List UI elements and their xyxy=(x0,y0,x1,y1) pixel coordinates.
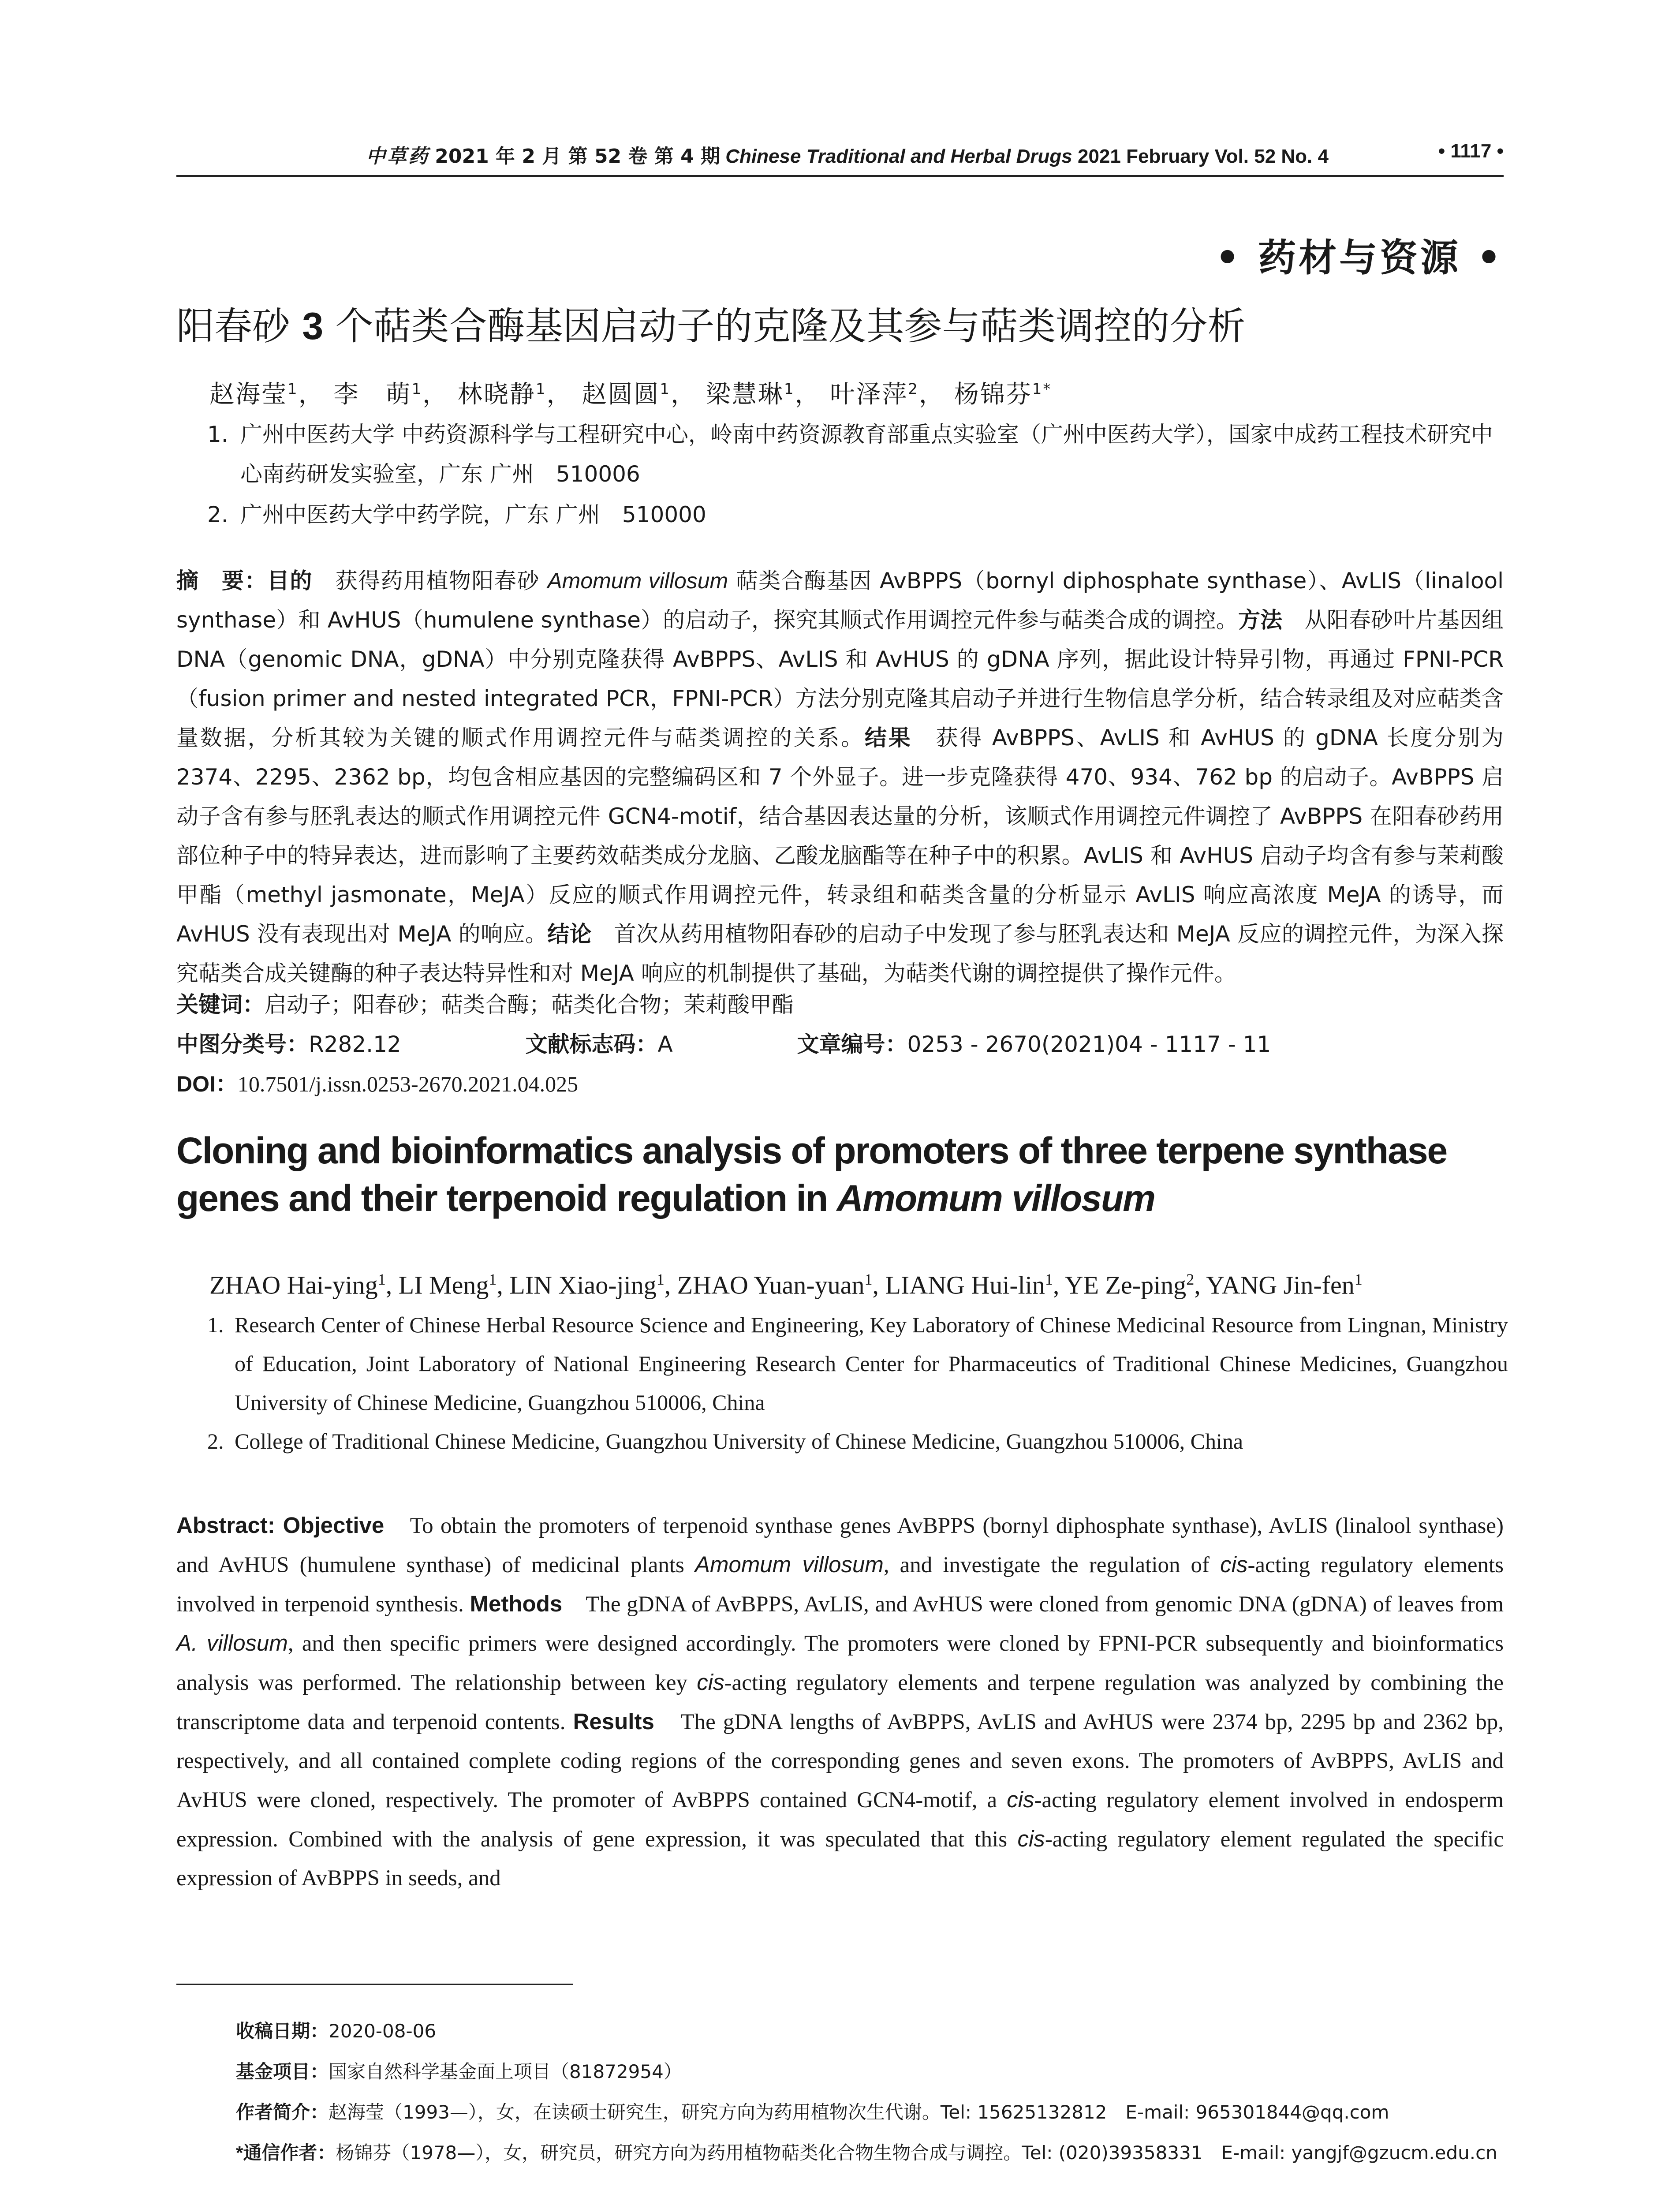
author-en-sup: 1 xyxy=(1354,1271,1363,1288)
author-cn: 梁慧琳 xyxy=(706,380,784,409)
results-en-label: Results xyxy=(573,1709,654,1734)
affiliation-en-1 xyxy=(207,1305,1508,1422)
clc-value: R282.12 xyxy=(309,1031,401,1057)
author-cn: 林晓静 xyxy=(457,380,536,409)
title-cn xyxy=(176,295,1246,350)
authors-cn: 赵海莹$^1$， 李 萌$^1$， 林晓静$^1$， 赵圆圆$^1$， 梁慧琳$^1$， 叶泽萍$^2$， 杨锦芬$^{1*}$ xyxy=(209,380,1052,409)
affiliation-number: 1. xyxy=(207,1312,224,1337)
species-short: A. villosum xyxy=(176,1630,288,1656)
author-en-sup: 1 xyxy=(1045,1271,1053,1288)
title-cn-post: 个萜类合酶基因启动子的克隆及其参与萜类调控的分析 xyxy=(335,304,1246,348)
article-number-value: 0253 - 2670(2021)04 - 1117 - 11 xyxy=(907,1031,1271,1057)
objective-label: 目的 xyxy=(267,568,313,593)
clc-label: 中图分类号： xyxy=(176,1032,309,1057)
methods-label: 方法 xyxy=(1238,608,1283,632)
footnote-text: 国家自然科学基金面上项目（81872954） xyxy=(329,2061,682,2082)
conclusion-label: 结论 xyxy=(547,922,592,946)
methods-en-label: Methods xyxy=(470,1591,563,1616)
abstract-cn xyxy=(176,561,1504,993)
author-en: LI Meng xyxy=(398,1271,489,1300)
species-name: Amomum villosum xyxy=(694,1552,884,1577)
results-en-text: The gDNA lengths of AvBPPS, AvLIS and AvHUS were 2374 bp, 2295 bp and 2362 bp, respectively, and all contained complete coding regions of the corresponding genes and seven exons. The promoters of AvBPPS, AvLIS and AvHUS were cloned, respectively. The promoter of AvBPPS contained GCN4-motif, a xyxy=(176,1710,1504,1813)
cis-term: cis xyxy=(1017,1826,1045,1851)
author-cn-sup: 1 xyxy=(784,380,795,398)
classification-line xyxy=(176,1027,1271,1058)
footnote-label: 作者简介： xyxy=(236,2102,329,2123)
title-cn-pre: 阳春砂 xyxy=(176,304,290,348)
conclusion-text: 首次从药用植物阳春砂的启动子中发现了参与胚乳表达和 MeJA 反应的调控元件，为深入探究萜类合成关键酶的种子表达特异性和对 MeJA 响应的机制提供了基础，为萜类代谢的调控提供了操作元件。 xyxy=(176,921,1504,986)
affiliation-text: 广州中医药大学 中药资源科学与工程研究中心，岭南中药资源教育部重点实验室（广州中医药大学），国家中成药工程技术研究中心南药研发实验室，广东 广州 510006 xyxy=(240,422,1493,487)
journal-logo: 中草药 xyxy=(366,145,429,168)
journal-issue-line xyxy=(366,140,1329,168)
results-en-text-2: -acting regulatory element involved in endosperm expression. Combined with the analysis of gene expression, it was speculated that this xyxy=(176,1788,1504,1852)
objective-en-text-2: , and investigate the regulation of xyxy=(883,1553,1221,1577)
methods-en-text: The gDNA of AvBPPS, AvLIS, and AvHUS were cloned from genomic DNA (gDNA) of leaves from xyxy=(586,1592,1504,1617)
author-en: LIANG Hui-lin xyxy=(885,1271,1045,1300)
running-header xyxy=(176,140,1504,176)
objective-en-text: To obtain the promoters of terpenoid synthase genes AvBPPS (bornyl diphosphate synthase), AvLIS (linalool synthase) and AvHUS (humulene synthase) of medicinal plants xyxy=(176,1514,1504,1577)
objective-text: 获得药用植物阳春砂 xyxy=(335,568,548,594)
keywords-text: 启动子；阳春砂；萜类合酶；萜类化合物；茉莉酸甲酯 xyxy=(265,992,794,1017)
footnote-text: 杨锦芬（1978—），女，研究员，研究方向为药用植物萜类化合物生物合成与调控。Tel: (020)39358331 E-mail: yangjf@gzucm.edu.cn xyxy=(336,2142,1497,2164)
footnote-received xyxy=(236,2011,1510,2052)
affiliation-cn-2 xyxy=(207,495,1508,534)
abstract-en xyxy=(176,1506,1504,1898)
methods-en-text-2: , and then specific primers were designed accordingly. The promoters were cloned by FPNI-PCR subsequently and bioinformatics analysis was performed. The relationship between key xyxy=(176,1631,1504,1695)
author-en-sup: 1 xyxy=(864,1271,873,1288)
authors-en: ZHAO Hai-ying$^1$, LI Meng$^1$, LIN Xiao-jing$^1$, ZHAO Yuan-yuan$^1$, LIANG Hui-lin$^1$, YE Ze-ping$^2$, YANG Jin-fen$^1$ xyxy=(209,1271,1363,1300)
affiliation-text: Research Center of Chinese Herbal Resource Science and Engineering, Key Laboratory of Chinese Medicinal Resource from Lingnan, Ministry of Education, Joint Laboratory of National Engineering Research Center for Pharmaceutics of Traditional Chinese Medicines, Guangzhou University of Chinese Medicine, Guangzhou 510006, China xyxy=(235,1312,1508,1415)
results-text: 获得 AvBPPS、AvLIS 和 AvHUS 的 gDNA 长度分别为 2374、2295、2362 bp，均包含相应基因的完整编码区和 7 个外显子。进一步克隆获得 470、934、762 bp 的启动子。AvBPPS 启动子含有参与胚乳表达的顺式作用调控元件 GCN4-motif，结合基因表达量的分析，该顺式作用调控元件调控了 AvBPPS 在阳春砂药用部位种子中的特异表达，进而影响了主要药效萜类成分龙脑、乙酸龙脑酯等在种子中的积累。AvLIS 和 AvHUS 启动子均含有参与茉莉酸甲酯（methyl jasmonate，MeJA）反应的顺式作用调控元件，转录组和萜类含量的分析显示 AvLIS 响应高浓度 MeJA 的诱导，而 AvHUS 没有表现出对 MeJA 的响应。 xyxy=(176,725,1504,947)
affiliation-text: College of Traditional Chinese Medicine, Guangzhou University of Chinese Medicine, Guangzhou 510006, China xyxy=(235,1429,1243,1454)
author-cn-sup: 2 xyxy=(908,380,919,398)
footnote-funding xyxy=(236,2052,1510,2092)
footnote-label: *通信作者： xyxy=(236,2142,336,2163)
author-cn-sup: 1 xyxy=(411,380,423,398)
page-number: • 1117 • xyxy=(1438,140,1504,162)
doc-code-label: 文献标志码： xyxy=(525,1032,658,1057)
results-label: 结果 xyxy=(864,725,912,750)
cis-term: cis xyxy=(1220,1552,1248,1577)
author-en-sup: 1 xyxy=(489,1271,497,1288)
author-en: YE Ze-ping xyxy=(1064,1271,1187,1300)
species-name: Amomum villosum xyxy=(547,568,728,593)
doc-code-value: A xyxy=(657,1031,673,1057)
footnote-author-bio xyxy=(236,2092,1510,2133)
header-rule xyxy=(176,175,1504,177)
author-cn-sup: 1 xyxy=(660,380,671,398)
keywords-line xyxy=(176,987,794,1019)
author-cn-sup: 1 xyxy=(287,380,299,398)
author-en: YANG Jin-fen xyxy=(1206,1271,1355,1300)
footnote-text: 2020-08-06 xyxy=(329,2020,437,2042)
keywords-label: 关键词： xyxy=(176,992,265,1017)
affiliation-en-2 xyxy=(207,1422,1508,1461)
affiliation-number: 2. xyxy=(207,1429,224,1454)
abstract-en-label: Abstract: Objective xyxy=(176,1513,385,1538)
footnotes xyxy=(236,2011,1510,2173)
cis-term: cis xyxy=(1007,1787,1034,1812)
article-number-label: 文章编号： xyxy=(797,1032,907,1057)
cis-term: cis xyxy=(697,1670,724,1695)
author-cn: 杨锦芬 xyxy=(954,380,1032,409)
results-en-text-3: -acting regulatory element regulated the specific expression of AvBPPS in seeds, and xyxy=(176,1827,1504,1891)
author-cn: 李 萌 xyxy=(333,380,412,409)
footnote-corresponding xyxy=(236,2133,1510,2173)
affiliation-number: 2. xyxy=(207,502,228,527)
doi-label: DOI： xyxy=(176,1072,238,1096)
footnote-label: 基金项目： xyxy=(236,2061,329,2082)
journal-name-en: Chinese Traditional and Herbal Drugs xyxy=(725,146,1072,167)
affiliation-text: 广州中医药大学中药学院，广东 广州 510000 xyxy=(240,502,706,527)
issue-cn: 2021 年 2 月 第 52 卷 第 4 期 xyxy=(435,145,721,168)
doi-value: 10.7501/j.issn.0253-2670.2021.04.025 xyxy=(237,1072,579,1096)
objective-text-2: 萜类合酶基因 AvBPPS（bornyl diphosphate synthase）、AvLIS（linalool synthase）和 AvHUS（humulene synthase）的启动子，探究其顺式作用调控元件参与萜类合成的调控。 xyxy=(176,568,1504,633)
doi-line xyxy=(176,1066,578,1098)
title-cn-num: 3 xyxy=(302,305,324,348)
abstract-label: 摘 要： xyxy=(176,568,267,593)
author-cn-sup: 1 xyxy=(535,380,547,398)
title-en xyxy=(176,1127,1504,1222)
author-en: ZHAO Yuan-yuan xyxy=(677,1271,865,1300)
author-en: ZHAO Hai-ying xyxy=(209,1271,378,1300)
methods-en-text-3: -acting regulatory elements and terpene regulation was analyzed by combining the transcriptome data and terpenoid contents. xyxy=(176,1671,1504,1734)
author-en: LIN Xiao-jing xyxy=(509,1271,657,1300)
author-cn: 赵海莹 xyxy=(209,380,287,409)
footnote-text: 赵海莹（1993—），女，在读硕士研究生，研究方向为药用植物次生代谢。Tel: 15625132812 E-mail: 965301844@qq.com xyxy=(329,2101,1389,2123)
title-en-species: Amomum villosum xyxy=(836,1177,1155,1219)
section-tag: • 药材与资源 • xyxy=(1215,236,1504,280)
objective-en-text-3: -acting regulatory elements involved in terpenoid synthesis. xyxy=(176,1553,1504,1617)
title-en-main: Cloning and bioinformatics analysis of promoters of three terpene synthase genes and their terpenoid regulation in xyxy=(176,1130,1447,1219)
author-en-sup: 2 xyxy=(1186,1271,1195,1288)
author-en-sup: 1 xyxy=(377,1271,386,1288)
author-cn: 叶泽萍 xyxy=(830,380,908,409)
footnote-rule xyxy=(176,1984,573,1985)
author-en-sup: 1 xyxy=(656,1271,665,1288)
footnote-label: 收稿日期： xyxy=(236,2021,329,2041)
issue-en: 2021 February Vol. 52 No. 4 xyxy=(1077,146,1329,167)
author-cn: 赵圆圆 xyxy=(582,380,660,409)
methods-text: 从阳春砂叶片基因组 DNA（genomic DNA，gDNA）中分别克隆获得 AvBPPS、AvLIS 和 AvHUS 的 gDNA 序列，据此设计特异引物，再通过 FPNI-PCR（fusion primer and nested integrated PCR，FPNI-PCR）方法分别克隆其启动子并进行生物信息学分析，结合转录组及对应萜类含量数据，分析其较为关键的顺式作用调控元件与萜类调控的关系。 xyxy=(176,607,1504,751)
affiliation-number: 1. xyxy=(207,422,228,447)
affiliation-cn-1 xyxy=(207,415,1508,494)
author-cn-sup: 1* xyxy=(1032,380,1052,398)
